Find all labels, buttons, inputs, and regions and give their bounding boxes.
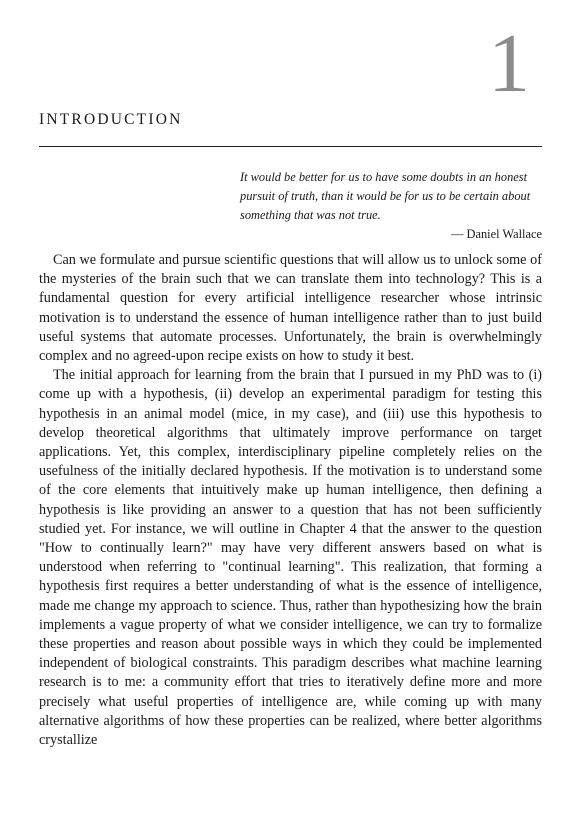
chapter-title: INTRODUCTION — [39, 111, 183, 128]
epigraph — [240, 168, 542, 244]
paragraph: The initial approach for learning from the brain that I pursued in my PhD was to (i) come up with a hypothesis, (ii) develop an experimental paradigm for testing this hypothesis in an animal model (mice, in my case), and (iii) use this hypothesis to develop theoretical algorithms that ultimately improve performance on target applications. Yet, this complex, interdisciplinary pipeline completely relies on the usefulness of the initially declared hypothesis. If the motivation is to understand some of the core elements that intuitively make up human intelligence, then defining a hypothesis is like providing an answer to a question that has not been sufficiently studied yet. For instance, we will outline in Chapter 4 that the answer to the question "How to continually learn?" may have very different answers based on what is understood when referring to "continual learning". This realization, that forming a hypothesis first requires a better understanding of what is the essence of intelligence, made me change my approach to science. Thus, rather than hypothesizing how the brain implements a vague property of what we consider intelligence, we can try to formalize these properties and reason about possible ways in which they could be implemented independent of biological constraints. This paradigm describes what machine learning research is to me: a community effort that tries to iteratively define more and more precisely what useful properties of intelligence are, while coming up with many alternative algorithms of how these properties can be realized, where better algorithms crystallize — [39, 367, 542, 749]
title-divider — [39, 146, 542, 147]
paragraph: Can we formulate and pursue scientific questions that will allow us to unlock some of the mysteries of the brain such that we can translate them into technology? This is a fundamental question for every artificial intelligence researcher whose intrinsic motivation is to understand the essence of human intelligence rather than to just build useful systems that automate processes. Unfortunately, the brain is overwhelmingly complex and no agreed-upon recipe exists on how to study it best. — [39, 252, 542, 365]
chapter-number: 1 — [488, 17, 530, 110]
epigraph-author: — Daniel Wallace — [451, 227, 542, 241]
body-text — [39, 251, 542, 750]
epigraph-quote: It would be better for us to have some doubts in an honest pursuit of truth, than it would be for us to be certain about something that was not true. — [240, 170, 531, 222]
